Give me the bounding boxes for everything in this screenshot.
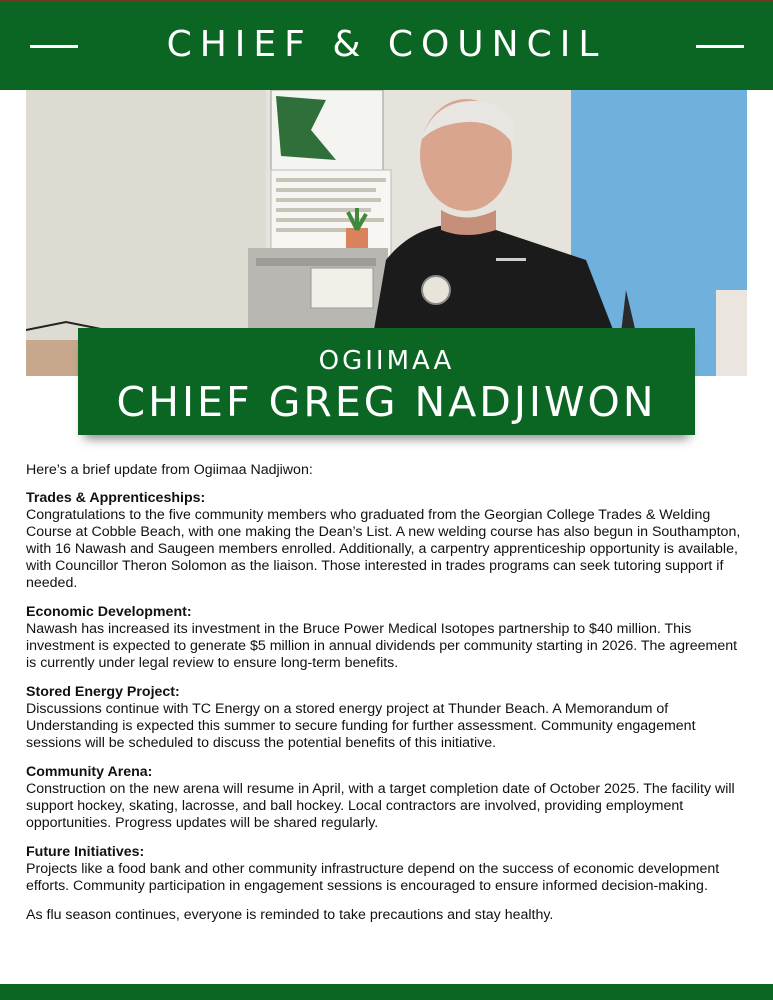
closing-text: As flu season continues, everyone is reminded to take precautions and stay healthy.	[26, 907, 554, 923]
update-article	[26, 462, 748, 924]
section-body: Congratulations to the five community members who graduated from the Georgian College Trades & Welding Course at Cobble Beach, with one making the Dean’s List. A new welding course has also begun in Southampton, with 16 Nawash and Saugeen members enrolled. Additionally, a carpentry apprenticeship opportunity is available, with Councillor Theron Solomon as the liaison. Those interested in trades programs can seek tutoring support if needed.	[26, 507, 741, 591]
section-future-initiatives	[26, 844, 748, 895]
section-heading: Community Arena:	[26, 764, 153, 780]
section-body: Projects like a food bank and other community infrastructure depend on the success of economic development efforts. Community participation in engagement sessions is encouraged to ensure informed decision-making.	[26, 861, 720, 894]
section-body: Nawash has increased its investment in the Bruce Power Medical Isotopes partnership to $40 million. This investment is expected to generate $5 million in annual dividends per community starting in 2026. The agreement is currently under legal review to ensure long-term benefits.	[26, 621, 738, 671]
section-heading: Stored Energy Project:	[26, 684, 180, 700]
intro-text: Here’s a brief update from Ogiimaa Nadjiwon:	[26, 462, 313, 478]
section-heading: Economic Development:	[26, 604, 192, 620]
section-community-arena	[26, 764, 748, 832]
chief-role: OGIIMAA	[318, 346, 455, 376]
section-stored-energy	[26, 684, 748, 752]
chief-name-banner	[78, 328, 695, 435]
section-heading: Trades & Apprenticeships:	[26, 490, 206, 506]
section-trades	[26, 490, 748, 592]
header-rule-right	[696, 45, 744, 48]
page-footer-bar	[0, 984, 773, 1000]
section-body: Construction on the new arena will resume in April, with a target completion date of October 2025. The facility will support hockey, skating, lacrosse, and ball hockey. Local contractors are involved, providing employment opportunities. Progress updates will be shared regularly.	[26, 781, 735, 831]
page-title: CHIEF & COUNCIL	[166, 24, 607, 65]
page-header	[0, 0, 773, 90]
section-body: Discussions continue with TC Energy on a stored energy project at Thunder Beach. A Memorandum of Understanding is expected this summer to secure funding for further assessment. Community engagement sessions will be scheduled to discuss the potential benefits of this initiative.	[26, 701, 696, 751]
section-economic-development	[26, 604, 748, 672]
section-heading: Future Initiatives:	[26, 844, 145, 860]
chief-name: CHIEF GREG NADJIWON	[116, 378, 657, 426]
